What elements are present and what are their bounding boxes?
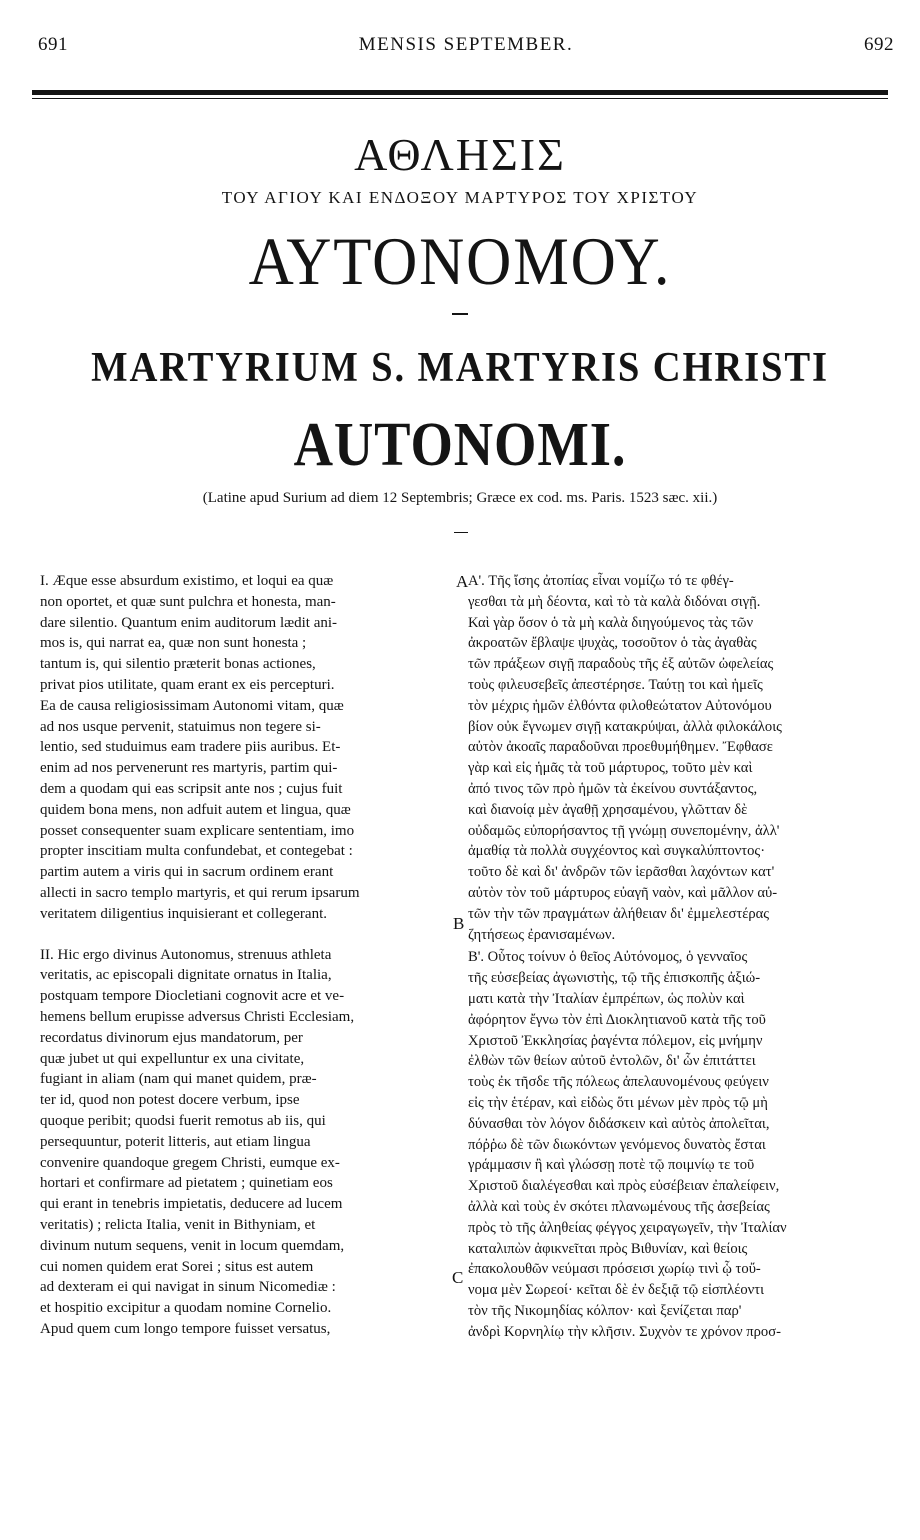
latin-title: MARTYRIUM S. MARTYRIS CHRISTI <box>91 345 829 391</box>
margin-letter-b: B <box>453 914 465 933</box>
text-line: ζητήσεως ἐρανισαμένων. <box>468 926 616 943</box>
text-line: καὶ διανοίᾳ μὲν ἀγαθῇ χρησαμένου, γλῶτταν δὲ <box>468 801 748 818</box>
text-line: Β'. Οὗτος τοίνυν ὁ θεῖος Αὐτόνομος, ὁ γενναῖος <box>468 949 748 966</box>
source-note: (Latine apud Surium ad diem 12 Septembris; Græce ex cod. ms. Paris. 1523 sæc. xii.) <box>202 490 718 506</box>
text-line: I. Æque esse absurdum existimo, et loqui ea quæ <box>40 573 334 589</box>
text-line: νομα μὲν Σωρεοί· κεῖται δὲ ἐν δεξιᾷ τῷ εἰσπλέοντι <box>468 1282 765 1299</box>
greek-title: ΑΘΛΗΣΙΣ <box>354 129 566 180</box>
text-line: τῶν τὴν τῶν πραγμάτων ἀλήθειαν δι' ἐμμελεστέρας <box>468 905 770 922</box>
text-line: enim ad nos pervenerunt res martyris, partim qui- <box>40 760 338 777</box>
text-line: τοὺς φιλευσεβεῖς ἀπεστέρησε. Ταύτῃ τοι καὶ ἡμεῖς <box>468 676 763 693</box>
text-line: ἀφόρητον ἔγνω τὸν ἐπὶ Διοκλητιανοῦ κατὰ τῆς τοῦ <box>468 1011 766 1028</box>
header-rule-thin <box>32 98 888 99</box>
text-line: tantum is, qui silentio præterit bonas actiones, <box>40 656 316 673</box>
running-head <box>38 34 894 58</box>
text-line: ἀκροατῶν ἔβλαψε ψυχὰς, τοσοῦτον ὁ τὰς ἀγαθὰς <box>468 635 757 652</box>
text-line: Α'. Τῆς ἴσης ἀτοπίας εἶναι νομίζω τό τε φθέγ- <box>468 573 734 589</box>
text-line: quæ jubet ut qui expelluntur ex una civitate, <box>40 1050 305 1067</box>
latin-column <box>40 571 450 1340</box>
text-line: τοῦτο δὲ καὶ δι' ἀνδρῶν τῶν ἱερᾶσθαι λαχόντων κατ' <box>468 864 775 881</box>
greek-column <box>468 571 888 1342</box>
text-line: τὸν μέχρις ἡμῶν ἐλθόντα φιλοθεώτατον Αὐτονόμου <box>468 697 772 714</box>
margin-letter-c: C <box>452 1268 464 1287</box>
greek-subtitle: ΤΟΥ ΑΓΙΟΥ ΚΑΙ ΕΝΔΟΞΟΥ ΜΑΡΤΥΡΟΣ ΤΟΥ ΧΡΙΣΤΟΥ <box>221 188 699 207</box>
latin-paragraph-2 <box>40 945 450 1340</box>
text-line: τῶν πράξεων σιγῇ παραδοὺς τῆς ἐξ αὐτῶν ὠφελείας <box>468 656 774 673</box>
text-line: εἰς τὴν ἑτέραν, καὶ εἰδὼς ὅτι μένων μὲν πρὸς τῷ μὴ <box>468 1094 768 1111</box>
text-line: Ea de causa religiosissimam Autonomi vitam, quæ <box>40 697 344 714</box>
text-line: dem a quodam qui eas scripsit ante nos ; cujus fuit <box>40 780 343 797</box>
paragraph-gap <box>40 925 450 945</box>
text-line: Apud quem cum longo tempore fuisset versatus, <box>40 1320 331 1337</box>
text-line: ἀλλὰ καὶ τοὺς ἐν σκότει πλανωμένους τῆς ἀσεβείας <box>468 1198 770 1215</box>
text-line: persequuntur, poterit litteris, aut etiam lingua <box>40 1133 311 1150</box>
text-line: divinum nutum sequens, venit in locum quemdam, <box>40 1237 345 1254</box>
text-line: τῆς εὐσεβείας ἀγωνιστὴς, τῷ τῆς ἐπισκοπῆς ἀξιώ- <box>468 970 761 987</box>
text-line: lentio, sed studuimus eam tradere piis auribus. Et- <box>40 739 341 756</box>
latin-name: AUTONOMI. <box>293 411 627 479</box>
text-line: γὰρ καὶ εἰς ἡμᾶς τὰ τοῦ μάρτυρος, τοῦτο μὲν καὶ <box>468 760 753 777</box>
text-line: hortari et confirmare ad pietatem ; quinetiam eos <box>40 1175 333 1192</box>
text-line: Καὶ γὰρ ὅσον ὁ τὰ μὴ καλὰ διηγούμενος τὰς τῶν <box>468 614 754 631</box>
text-line: Χριστοῦ Ἐκκλησίας ῥαγέντα πόλεμον, εἰς μνήμην <box>468 1032 763 1049</box>
page-number-right: 692 <box>864 34 894 55</box>
text-line: ἀπό τινος τῶν πρὸ ἡμῶν τὰ ἐκείνου συντάξαντος, <box>468 780 758 797</box>
text-line: ter id, quod non potest docere verbum, ipse <box>40 1092 300 1109</box>
greek-paragraph-1 <box>468 571 888 945</box>
text-line: quoque peribit; quodsi fuerit remotus ab iis, qui <box>40 1112 326 1129</box>
text-line: veritatis) ; relicta Italia, venit in Bithyniam, et <box>40 1216 316 1233</box>
text-line: postquam tempore Diocletiani cognovit acre et ve- <box>40 988 345 1005</box>
greek-paragraph-2 <box>468 947 888 1342</box>
text-line: veritatem diligentius inquisierant et collegerant. <box>40 905 327 922</box>
text-line: γεσθαι τὰ μὴ δέοντα, καὶ τὸ τὰ καλὰ διδόναι σιγῇ. <box>468 593 761 610</box>
text-line: ἀνδρὶ Κορνηλίῳ τὴν κλῆσιν. Συχνὸν τε χρόνον προσ- <box>468 1323 781 1340</box>
text-line: cui nomen quidem erat Sorei ; situs est autem <box>40 1258 314 1275</box>
text-line: veritatis, ac episcopali dignitate ornatus in Italia, <box>40 967 332 984</box>
text-line: recordatus divinorum ejus mandatorum, per <box>40 1029 303 1046</box>
text-line: αὐτὸν ἀκοαῖς παραδοῦναι προεθυμήθημεν. Ἔφθασε <box>468 739 773 756</box>
margin-letter-a: A <box>456 572 469 591</box>
text-line: partim autem a viris qui in sacrum ordinem erant <box>40 864 334 881</box>
text-line: βίον οὐκ ἔγνωμεν σιγῇ κατακρύψαι, ἀλλὰ φιλοκάλοις <box>468 718 782 735</box>
note-divider <box>454 532 468 533</box>
text-line: ad nos usque pervenit, statuimus non tegere si- <box>40 718 321 735</box>
text-line: qui erant in tenebris impietatis, deducere ad lucem <box>40 1196 343 1213</box>
text-line: propter inscitiam multa confundebat, et contegebat : <box>40 843 353 860</box>
text-line: non oportet, et quæ sunt pulchra et honesta, man- <box>40 593 336 610</box>
page-number-left: 691 <box>38 34 68 55</box>
text-line: πρὸς τὸ τῆς ἀληθείας φέγγος χειραγωγεῖν, τὴν Ἰταλίαν <box>468 1219 787 1236</box>
text-line: γράμμασιν ἢ καὶ γλώσσῃ ποτὲ τῷ ποιμνίῳ τε τοῦ <box>468 1157 755 1174</box>
text-line: convenire quandoque gregem Christi, eumque ex- <box>40 1154 340 1171</box>
text-line: Χριστοῦ διαλέγεσθαι καὶ πρὸς εὐσέβειαν ἐπαλείφειν, <box>468 1178 780 1195</box>
text-line: τοὺς ἐκ τῆσδε τῆς πόλεως ἀπελαυνομένους φεύγειν <box>468 1074 769 1091</box>
text-line: ἐπακολουθῶν νεύμασι πρόσεισι χωρίῳ τινὶ ᾧ τοὔ- <box>468 1261 761 1278</box>
text-line: II. Hic ergo divinus Autonomus, strenuus athleta <box>40 946 332 963</box>
text-line: mos is, qui narrat ea, quæ non sunt honesta ; <box>40 635 307 652</box>
text-line: posset consequenter suam explicare sententiam, imo <box>40 822 355 839</box>
text-line: δύνασθαι τὸν λόγον διδάσκειν καὶ αὐτὸς ἀπολεῖται, <box>468 1115 770 1132</box>
text-line: ad dexteram ei qui navigat in sinum Nicomediæ : <box>40 1279 336 1296</box>
text-line: ἀμαθίᾳ τὰ πολλὰ συγχέοντος καὶ συγκαλύπτοντος· <box>468 843 766 860</box>
text-line: privat pios utilitate, quam erant ex eis percepturi. <box>40 676 335 693</box>
text-line: αὐτὸν τὸν τοῦ μάρτυρος εὐαγῆ ναὸν, καὶ μᾶλλον αὐ- <box>468 884 778 901</box>
latin-paragraph-1 <box>40 571 450 925</box>
text-line: ἐλθὼν τῶν θείων αὐτοῦ ἐντολῶν, δι' ὧν ἐπιτάττει <box>468 1053 756 1070</box>
text-line: hemens bellum erupisse adversus Christi Ecclesiam, <box>40 1008 355 1025</box>
text-line: fugiant in aliam (nam qui manet quidem, præ- <box>40 1071 317 1088</box>
text-line: et hospitio excipitur a quodam nomine Cornelio. <box>40 1300 332 1317</box>
title-divider <box>452 313 468 315</box>
header-rule-thick <box>32 90 888 95</box>
greek-name: ΑΥΤΟΝΟΜΟΥ. <box>248 223 672 299</box>
text-line: quidem bona mens, non adfuit autem et lingua, quæ <box>40 801 351 818</box>
running-title: MENSIS SEPTEMBER. <box>358 34 574 55</box>
text-line: καταλιπὼν ἀφικνεῖται πρὸς Βιθυνίαν, καὶ θείοις <box>468 1240 748 1257</box>
text-line: τὸν τῆς Νικομηδίας κόλπον· καὶ ξενίζεται παρ' <box>468 1302 742 1319</box>
text-line: allecti in sacro templo martyris, et qui rerum ipsarum <box>40 884 360 901</box>
text-line: πόῤῥω δὲ τῶν διωκόντων γενόμενος δυνατὸς ἔσται <box>468 1136 766 1153</box>
text-line: ματι κατὰ τὴν Ἰταλίαν ἐμπρέπων, ὡς πολὺν καὶ <box>468 990 745 1007</box>
text-line: dare silentio. Quantum enim auditorum lædit ani- <box>40 614 338 631</box>
text-line: οὐδαμῶς εὐπορήσαντος τῇ γνώμῃ συνεπομένην, ἀλλ' <box>468 822 780 839</box>
